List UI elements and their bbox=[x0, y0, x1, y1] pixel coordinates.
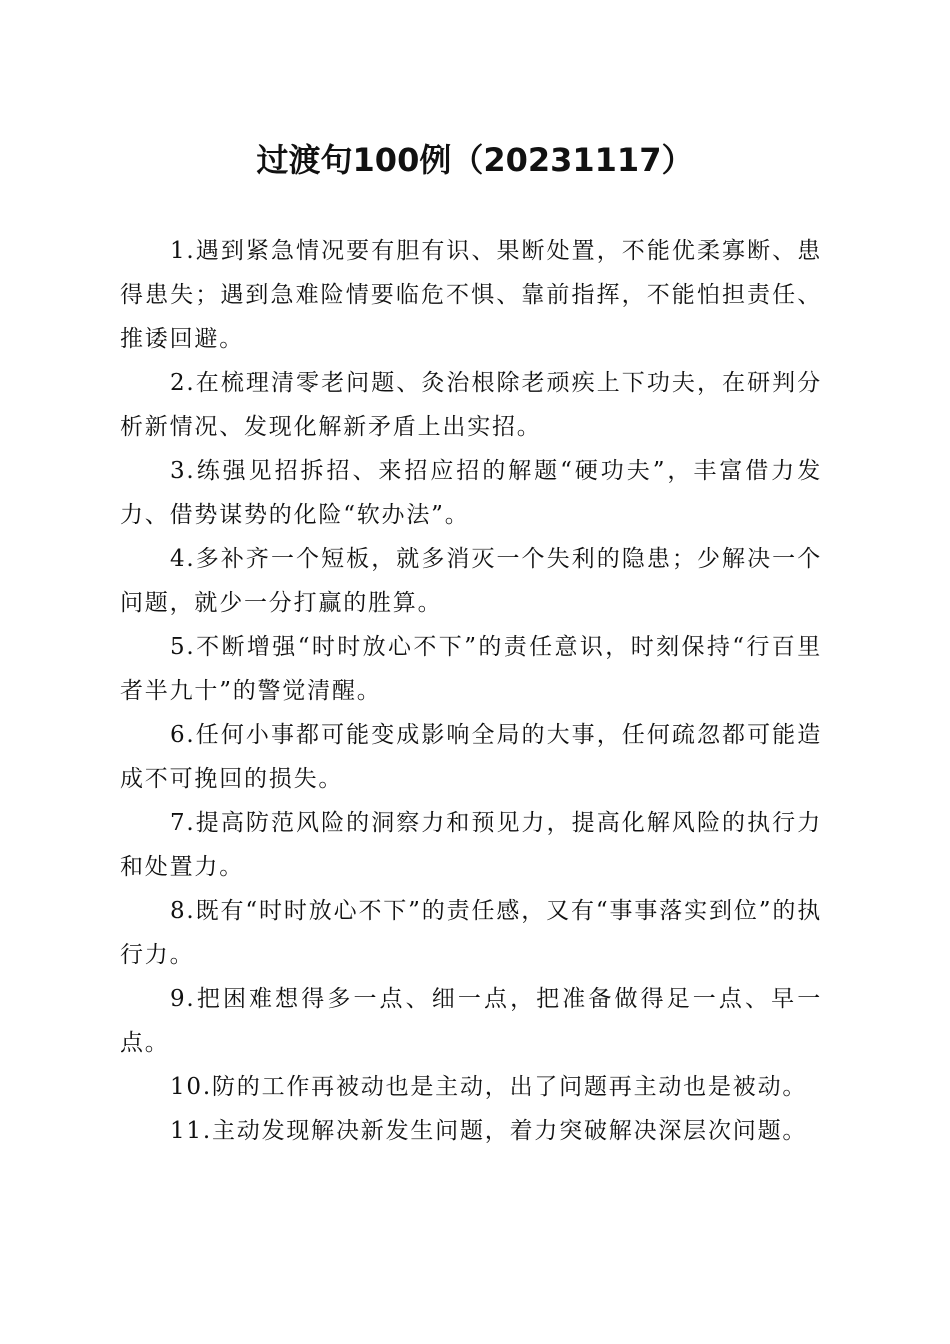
paragraph-4: 4.多补齐一个短板，就多消灭一个失利的隐患；少解决一个问题，就少一分打赢的胜算。 bbox=[120, 546, 822, 616]
paragraph-10: 10.防的工作再被动也是主动，出了问题再主动也是被动。 bbox=[170, 1074, 808, 1100]
paragraph-6: 6.任何小事都可能变成影响全局的大事，任何疏忽都可能造成不可挽回的损失。 bbox=[120, 722, 822, 792]
paragraph-1: 1.遇到紧急情况要有胆有识、果断处置，不能优柔寡断、患得患失；遇到急难险情要临危不惧、靠前指挥，不能怕担责任、推诿回避。 bbox=[120, 238, 822, 352]
paragraph-8: 8.既有“时时放心不下”的责任感，又有“事事落实到位”的执行力。 bbox=[120, 898, 822, 968]
paragraph-7: 7.提高防范风险的洞察力和预见力，提高化解风险的执行力和处置力。 bbox=[120, 810, 822, 880]
paragraph-9: 9.把困难想得多一点、细一点，把准备做得足一点、早一点。 bbox=[120, 986, 822, 1056]
paragraph-11: 11.主动发现解决新发生问题，着力突破解决深层次问题。 bbox=[170, 1118, 808, 1144]
paragraph-5: 5.不断增强“时时放心不下”的责任意识，时刻保持“行百里者半九十”的警觉清醒。 bbox=[120, 634, 822, 704]
document-title: 过渡句100例（20231117） bbox=[256, 141, 694, 179]
document-body bbox=[120, 229, 822, 1153]
paragraph-3: 3.练强见招拆招、来招应招的解题“硬功夫”，丰富借力发力、借势谋势的化险“软办法”。 bbox=[120, 458, 822, 528]
paragraph-2: 2.在梳理清零老问题、灸治根除老顽疾上下功夫，在研判分析新情况、发现化解新矛盾上出实招。 bbox=[120, 370, 822, 440]
